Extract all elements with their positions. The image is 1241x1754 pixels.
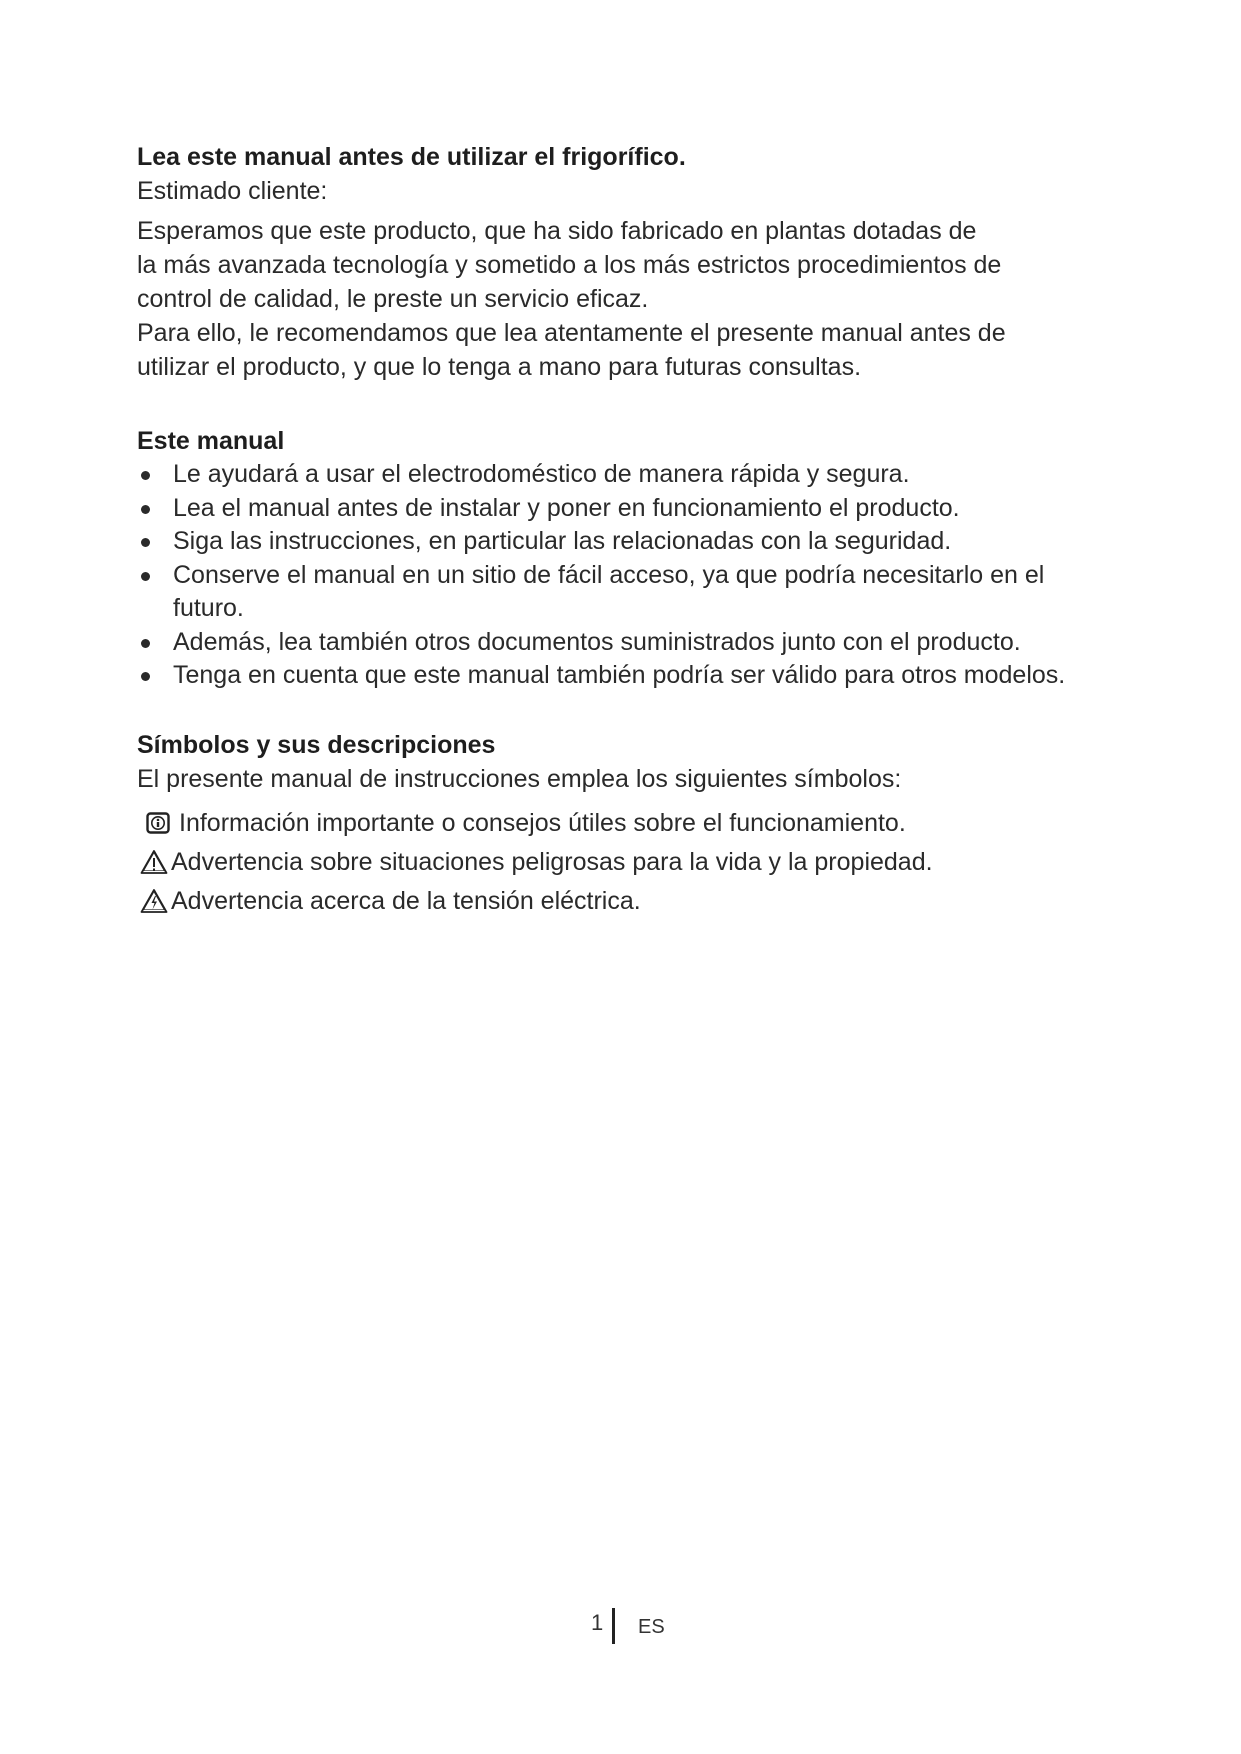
info-icon <box>137 808 179 838</box>
symbols-section <box>137 728 1147 921</box>
page-number: 1 <box>591 1610 604 1635</box>
intro-title: Lea este manual antes de utilizar el frigorífico. <box>137 143 686 171</box>
bullet-text: Le ayudará a usar el electrodoméstico de manera rápida y segura. <box>173 460 910 488</box>
symbol-description: Advertencia sobre situaciones peligrosas para la vida y la propiedad. <box>171 848 933 876</box>
page-footer <box>0 1608 1241 1648</box>
bullet-item <box>137 626 1147 660</box>
manual-bullet-list <box>137 458 1147 693</box>
symbol-list <box>137 804 1147 921</box>
symbol-description: Advertencia acerca de la tensión eléctrica. <box>171 887 641 915</box>
page-content <box>137 140 1147 921</box>
bullet-item <box>137 458 1147 492</box>
manual-section-heading: Este manual <box>137 427 285 455</box>
symbol-row-info <box>137 804 1147 843</box>
manual-section <box>137 424 1147 693</box>
paragraph-line: Para ello, le recomendamos que lea atentamente el presente manual antes de <box>137 319 1006 347</box>
symbol-row-electric <box>137 882 1147 921</box>
footer-divider <box>612 1608 615 1644</box>
bullet-icon <box>141 672 150 681</box>
bullet-icon <box>141 639 150 648</box>
intro-paragraph-2 <box>137 316 1147 384</box>
symbol-description: Información importante o consejos útiles sobre el funcionamiento. <box>179 809 906 837</box>
electric-warning-icon <box>137 886 171 916</box>
paragraph-line: control de calidad, le preste un servicio eficaz. <box>137 285 649 313</box>
intro-section <box>137 140 1147 384</box>
greeting: Estimado cliente: <box>137 177 328 205</box>
bullet-item <box>137 559 1147 626</box>
intro-paragraph-1 <box>137 214 1147 316</box>
bullet-text: Tenga en cuenta que este manual también podría ser válido para otros modelos. <box>173 661 1066 689</box>
bullet-text: Lea el manual antes de instalar y poner en funcionamiento el producto. <box>173 493 960 522</box>
bullet-icon <box>141 471 150 480</box>
bullet-text-continuation: futuro. <box>173 594 244 622</box>
symbols-intro: El presente manual de instrucciones emplea los siguientes símbolos: <box>137 764 902 793</box>
symbols-section-heading: Símbolos y sus descripciones <box>137 730 496 759</box>
bullet-text: Conserve el manual en un sitio de fácil acceso, ya que podría necesitarlo en el <box>173 560 1045 589</box>
bullet-icon <box>141 538 150 547</box>
language-code: ES <box>638 1616 665 1638</box>
warning-icon <box>137 847 171 877</box>
bullet-item <box>137 492 1147 526</box>
bullet-item <box>137 525 1147 559</box>
paragraph-line: la más avanzada tecnología y sometido a los más estrictos procedimientos de <box>137 251 1002 279</box>
bullet-text: Siga las instrucciones, en particular las relacionadas con la seguridad. <box>173 527 952 555</box>
paragraph-line: Esperamos que este producto, que ha sido fabricado en plantas dotadas de <box>137 217 977 245</box>
bullet-text: Además, lea también otros documentos suministrados junto con el producto. <box>173 627 1021 656</box>
symbol-row-warning <box>137 843 1147 882</box>
paragraph-line: utilizar el producto, y que lo tenga a mano para futuras consultas. <box>137 353 862 381</box>
bullet-icon <box>141 572 150 581</box>
bullet-item <box>137 659 1147 693</box>
bullet-icon <box>141 505 150 514</box>
